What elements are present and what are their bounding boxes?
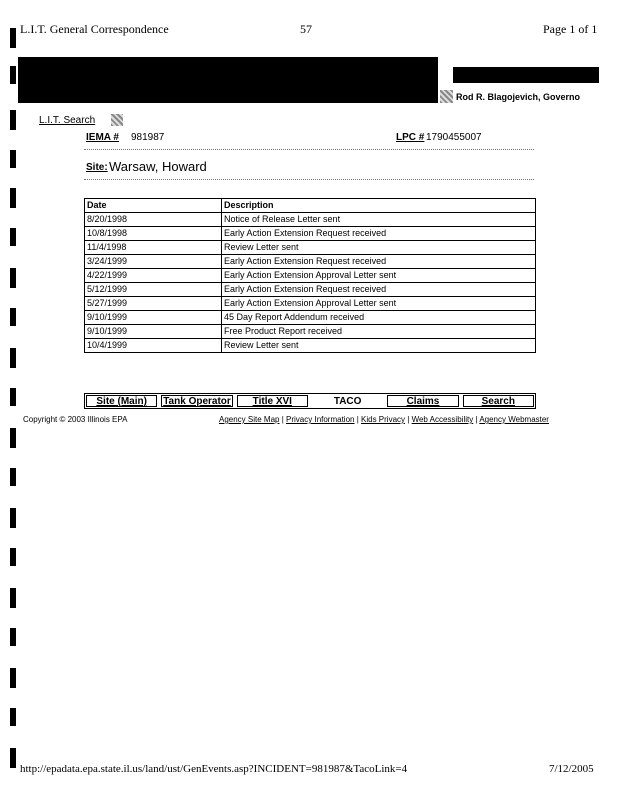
row-date: 10/8/1998	[85, 227, 222, 241]
table-row	[85, 227, 536, 241]
iema-value: 981987	[131, 132, 165, 143]
table-row	[85, 255, 536, 269]
row-date: 5/12/1999	[85, 283, 222, 297]
table-row	[85, 297, 536, 311]
binder-mark	[10, 708, 16, 726]
row-date: 3/24/1999	[85, 255, 222, 269]
binder-mark	[10, 110, 16, 130]
binder-mark	[10, 668, 16, 688]
row-date: 10/4/1999	[85, 339, 222, 353]
table-row	[85, 339, 536, 353]
footer-links: Agency Site Map | Privacy Information | Kids Privacy | Web Accessibility | Agency Webmaster	[219, 415, 549, 424]
governor-name: Rod R. Blagojevich, Governo	[456, 92, 581, 102]
binder-mark	[10, 428, 16, 448]
binder-mark	[10, 268, 16, 288]
lpc-value: 1790455007	[426, 132, 482, 143]
binder-mark	[10, 228, 16, 246]
divider	[84, 179, 534, 180]
footer-link-kids-privacy[interactable]: Kids Privacy	[361, 415, 406, 424]
search-icon[interactable]	[111, 114, 123, 126]
table-row	[85, 213, 536, 227]
binder-mark	[10, 188, 16, 208]
site-name: Warsaw, Howard	[109, 159, 207, 174]
row-description: Early Action Extension Approval Letter sent	[222, 269, 536, 283]
tab-search[interactable]: Search	[463, 395, 534, 407]
binder-mark	[10, 348, 16, 368]
row-date: 9/10/1999	[85, 325, 222, 339]
redacted-banner	[18, 57, 438, 103]
row-description: Notice of Release Letter sent	[222, 213, 536, 227]
row-date: 11/4/1998	[85, 241, 222, 255]
divider	[84, 149, 534, 150]
table-row	[85, 269, 536, 283]
row-description: Review Letter sent	[222, 339, 536, 353]
print-header-page-of: Page 1 of 1	[543, 22, 598, 36]
row-date: 8/20/1998	[85, 213, 222, 227]
header-date: Date	[85, 199, 222, 213]
row-description: Free Product Report received	[222, 325, 536, 339]
row-description: Review Letter sent	[222, 241, 536, 255]
table-row	[85, 283, 536, 297]
table-row	[85, 241, 536, 255]
print-footer-date: 7/12/2005	[549, 763, 594, 775]
binder-mark	[10, 588, 16, 608]
binder-mark	[10, 548, 16, 566]
row-description: Early Action Extension Request received	[222, 227, 536, 241]
row-description: Early Action Extension Request received	[222, 255, 536, 269]
row-date: 4/22/1999	[85, 269, 222, 283]
print-header-page-number: 57	[300, 22, 312, 36]
binder-mark	[10, 628, 16, 646]
row-description: Early Action Extension Request received	[222, 283, 536, 297]
iema-label: IEMA #	[86, 132, 119, 143]
binder-mark	[10, 748, 16, 768]
governor-icon	[440, 90, 453, 103]
tab-site-main[interactable]: Site (Main)	[86, 395, 157, 407]
lpc-label: LPC #	[396, 132, 425, 143]
tab-claims[interactable]: Claims	[387, 395, 458, 407]
header-description: Description	[222, 199, 536, 213]
site-label: Site:	[86, 162, 108, 173]
lit-search-link[interactable]: L.I.T. Search	[39, 115, 96, 126]
binder-mark	[10, 28, 16, 48]
tab-title-xvi[interactable]: Title XVI	[237, 395, 308, 407]
table-header-row	[85, 199, 536, 213]
print-footer-url: http://epadata.epa.state.il.us/land/ust/GenEvents.asp?INCIDENT=981987&TacoLink=4	[20, 763, 408, 775]
binder-mark	[10, 308, 16, 326]
table-row	[85, 325, 536, 339]
footer-link-webmaster[interactable]: Agency Webmaster	[479, 415, 549, 424]
table-row	[85, 311, 536, 325]
binder-mark	[10, 66, 16, 84]
events-table	[84, 198, 536, 353]
tab-tank-operator[interactable]: Tank Operator	[163, 396, 231, 407]
footer-link-privacy[interactable]: Privacy Information	[286, 415, 355, 424]
row-date: 5/27/1999	[85, 297, 222, 311]
binder-mark	[10, 150, 16, 168]
nav-tabs	[84, 393, 536, 409]
print-header-title: L.I.T. General Correspondence	[20, 22, 169, 36]
tab-taco[interactable]: TACO	[312, 395, 383, 407]
row-description: 45 Day Report Addendum received	[222, 311, 536, 325]
row-date: 9/10/1999	[85, 311, 222, 325]
footer-link-site-map[interactable]: Agency Site Map	[219, 415, 280, 424]
binder-mark	[10, 468, 16, 486]
binder-mark	[10, 388, 16, 406]
copyright: Copyright © 2003 Illinois EPA	[23, 415, 128, 424]
row-description: Early Action Extension Approval Letter sent	[222, 297, 536, 311]
binder-mark	[10, 508, 16, 528]
footer-link-accessibility[interactable]: Web Accessibility	[411, 415, 474, 424]
redacted-banner-right	[453, 67, 599, 83]
